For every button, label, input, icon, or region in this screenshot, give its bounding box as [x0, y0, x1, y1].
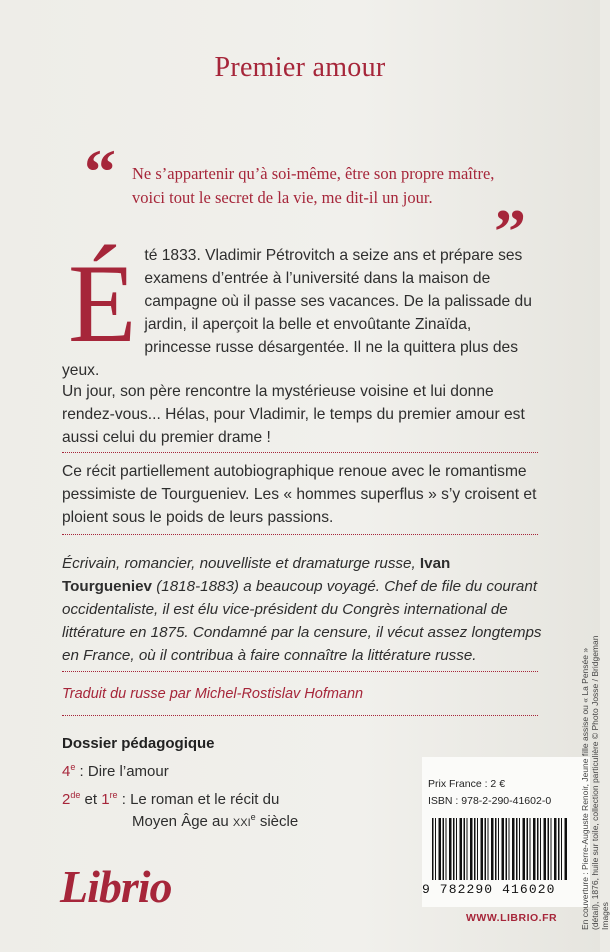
epigraph-quote: Ne s’appartenir qu’à soi-même, être son propre maître, voici tout le secret de la vie, me dit-il un jour.	[132, 164, 495, 207]
author-name: Ivan Tourgueniev	[62, 555, 451, 595]
price-label: Prix France : 2 €	[428, 778, 506, 790]
librio-logo: Librio	[60, 861, 172, 912]
dotted-divider	[62, 715, 538, 716]
summary-paragraph-1	[62, 244, 542, 382]
century-numeral: xxi	[232, 813, 251, 830]
level-suffix: de	[70, 790, 81, 800]
author-bio	[62, 552, 544, 667]
dossier-line-2	[62, 790, 279, 808]
level-label	[62, 763, 75, 780]
barcode-icon	[432, 818, 568, 880]
summary-paragraph-1-text: té 1833. Vladimir Pétrovitch a seize ans et prépare ses examens d’entrée à l’université dans la maison de campagne où il passe ses vacances. De la palissade du jardin, il aperçoit la belle et envoûtante Zinaïda, princesse russe désargentée. Il ne la quittera plus des yeux.	[62, 247, 532, 379]
cover-image-credit: En couverture : Pierre-Auguste Renoir, Jeune fille assise ou « La Pensée » (détail), 1876, huile sur toile, collection particulière © Photo Josse / Bridgeman Images	[580, 635, 610, 930]
dotted-divider	[62, 452, 538, 453]
publisher-website: WWW.LIBRIO.FR	[466, 912, 558, 924]
book-title: Premier amour	[214, 52, 386, 83]
dossier-line-3-text: Moyen Âge au	[132, 813, 233, 830]
dossier-line-1	[62, 762, 169, 780]
barcode-number: 9 782290 416020	[422, 882, 556, 897]
open-quote-mark: “	[84, 136, 116, 207]
level-number: 2	[62, 791, 71, 808]
century-suffix: e	[250, 812, 256, 822]
author-bio-intro: Écrivain, romancier, nouvelliste et dramaturge russe,	[62, 555, 420, 572]
dossier-line-3	[132, 812, 298, 830]
close-quote-mark: ”	[494, 196, 526, 267]
level-suffix: re	[109, 790, 118, 800]
dossier-line-2-text: : Le roman et le récit du	[117, 791, 280, 808]
level-label	[101, 791, 117, 808]
dotted-divider	[62, 671, 538, 672]
level-suffix: e	[70, 762, 76, 772]
dossier-line-3-end: siècle	[255, 813, 299, 830]
drop-cap: É	[68, 242, 137, 366]
translator-credit: Traduit du russe par Michel-Rostislav Hofmann	[62, 686, 364, 702]
level-label	[62, 791, 80, 808]
level-connector: et	[80, 791, 102, 808]
summary-paragraph-2: Un jour, son père rencontre la mystérieuse voisine et lui donne rendez-vous... Hélas, pour Vladimir, le temps du premier amour est aussi celui du premier drame !	[62, 383, 525, 446]
isbn-label: ISBN : 978-2-290-41602-0	[428, 795, 552, 807]
level-number: 1	[101, 791, 110, 808]
author-bio-rest: (1818-1883) a beaucoup voyagé. Chef de file du courant occidentaliste, il est élu vice-président du Congrès international de littérature en 1875. Condamné par la censure, il vécut assez longtemps en France, où il contribua à faire connaître la littérature russe.	[62, 578, 542, 664]
dotted-divider	[62, 534, 538, 535]
summary-paragraph-3: Ce récit partiellement autobiographique renoue avec le romantisme pessimiste de Tourgueniev. Les « hommes superflus » s’y croisent et ploient sous le poids de leurs passions.	[62, 463, 537, 526]
level-number: 4	[62, 763, 71, 780]
dossier-line-1-text: : Dire l’amour	[75, 763, 169, 780]
dossier-title: Dossier pédagogique	[62, 735, 215, 752]
